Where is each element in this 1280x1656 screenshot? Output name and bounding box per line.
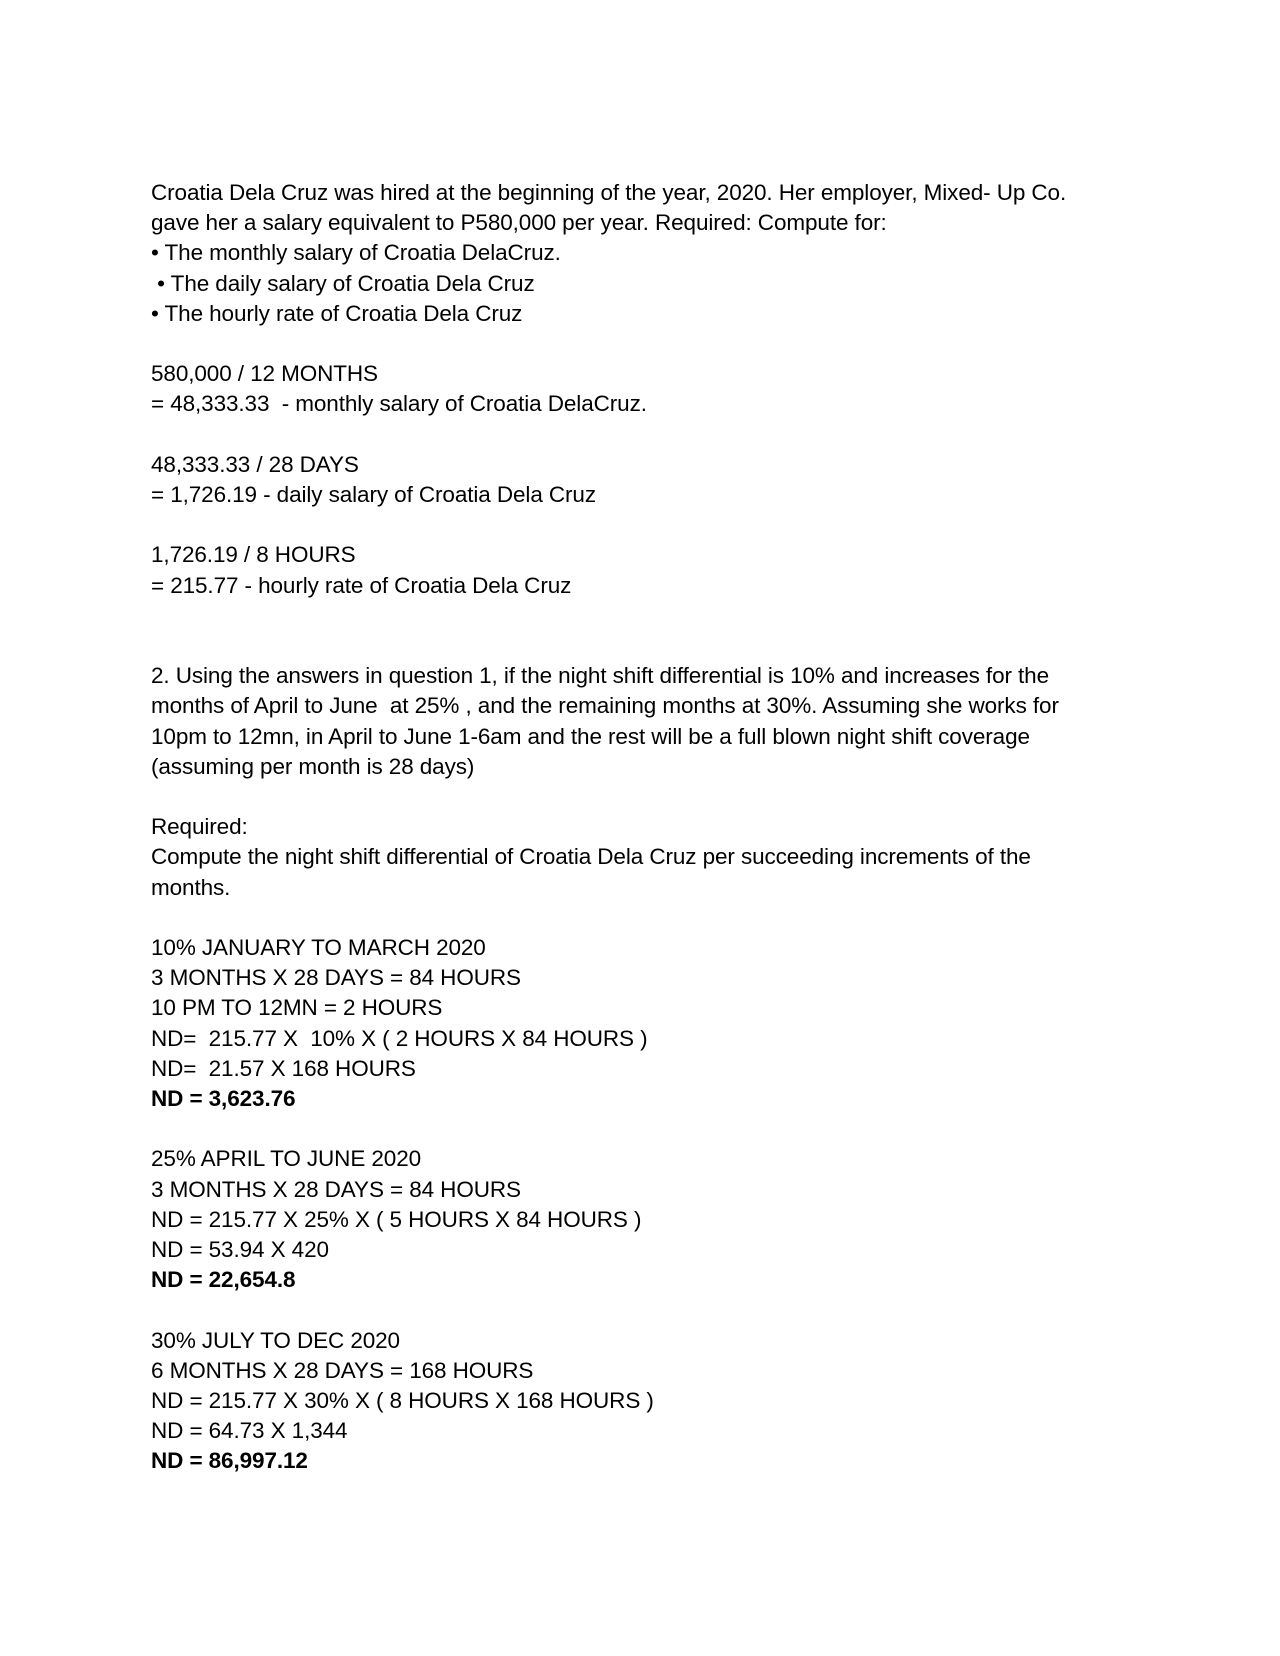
daily-computation [151,450,1131,510]
spacer [151,1114,1131,1144]
computation-result: = 1,726.19 - daily salary of Croatia Dela Cruz [151,482,596,507]
question-line: 10pm to 12mn, in April to June 1-6am and the rest will be a full blown night shift coverage [151,723,1030,749]
computation-result: = 215.77 - hourly rate of Croatia Dela Cruz [151,572,572,598]
intro-section [151,178,1131,329]
computation-line: 1,726.19 / 8 HOURS [151,542,356,568]
spacer [151,631,1131,661]
period-jan-mar [151,933,1131,1114]
period-line: 6 MONTHS X 28 DAYS = 168 HOURS [151,1357,534,1383]
monthly-computation [151,359,1131,419]
bullet-daily: • The daily salary of Croatia Dela Cruz [151,270,535,296]
period-line: ND= 215.77 X 10% X ( 2 HOURS X 84 HOURS ) [151,1025,648,1051]
spacer [151,782,1131,812]
intro-line: gave her a salary equivalent to P580,000 per year. Required: Compute for: [151,210,887,236]
period-line: ND = 53.94 X 420 [151,1236,329,1262]
required-section [151,812,1131,903]
intro-line: Croatia Dela Cruz was hired at the beginning of the year, 2020. Her employer, Mixed- Up Co. [151,180,1067,205]
period-line: ND = 215.77 X 25% X ( 5 HOURS X 84 HOURS ) [151,1206,642,1232]
period-heading: 30% JULY TO DEC 2020 [151,1327,400,1353]
spacer [151,420,1131,450]
document-body [151,178,1131,1477]
spacer [151,903,1131,933]
spacer [151,510,1131,540]
period-result: ND = 22,654.8 [151,1267,296,1293]
period-line: ND = 64.73 X 1,344 [151,1418,348,1444]
spacer [151,329,1131,359]
period-result: ND = 86,997.12 [151,1448,308,1474]
period-line: 3 MONTHS X 28 DAYS = 84 HOURS [151,1176,521,1202]
question-line: (assuming per month is 28 days) [151,753,475,779]
period-heading: 25% APRIL TO JUNE 2020 [151,1146,422,1172]
period-line: ND = 215.77 X 30% X ( 8 HOURS X 168 HOURS ) [151,1387,654,1413]
computation-line: 48,333.33 / 28 DAYS [151,451,359,477]
required-line: months. [151,874,231,900]
question-line: 2. Using the answers in question 1, if the night shift differential is 10% and increases for the [151,663,1050,689]
computation-line: 580,000 / 12 MONTHS [151,361,378,387]
spacer [151,1295,1131,1325]
period-heading: 10% JANUARY TO MARCH 2020 [151,934,486,960]
bullet-monthly: • The monthly salary of Croatia DelaCruz. [151,240,561,266]
required-heading: Required: [151,814,248,840]
computation-result: = 48,333.33 - monthly salary of Croatia DelaCruz. [151,391,647,417]
period-line: ND= 21.57 X 168 HOURS [151,1055,416,1081]
period-jul-dec [151,1326,1131,1477]
bullet-hourly: • The hourly rate of Croatia Dela Cruz [151,300,523,326]
hourly-computation [151,540,1131,600]
period-line: 3 MONTHS X 28 DAYS = 84 HOURS [151,965,521,991]
period-apr-jun [151,1144,1131,1295]
period-line: 10 PM TO 12MN = 2 HOURS [151,995,443,1021]
period-result: ND = 3,623.76 [151,1085,296,1111]
spacer [151,601,1131,631]
question-2 [151,661,1131,782]
required-line: Compute the night shift differential of Croatia Dela Cruz per succeeding increments of the [151,844,1031,870]
question-line: months of April to June at 25% , and the remaining months at 30%. Assuming she works for [151,693,1059,719]
